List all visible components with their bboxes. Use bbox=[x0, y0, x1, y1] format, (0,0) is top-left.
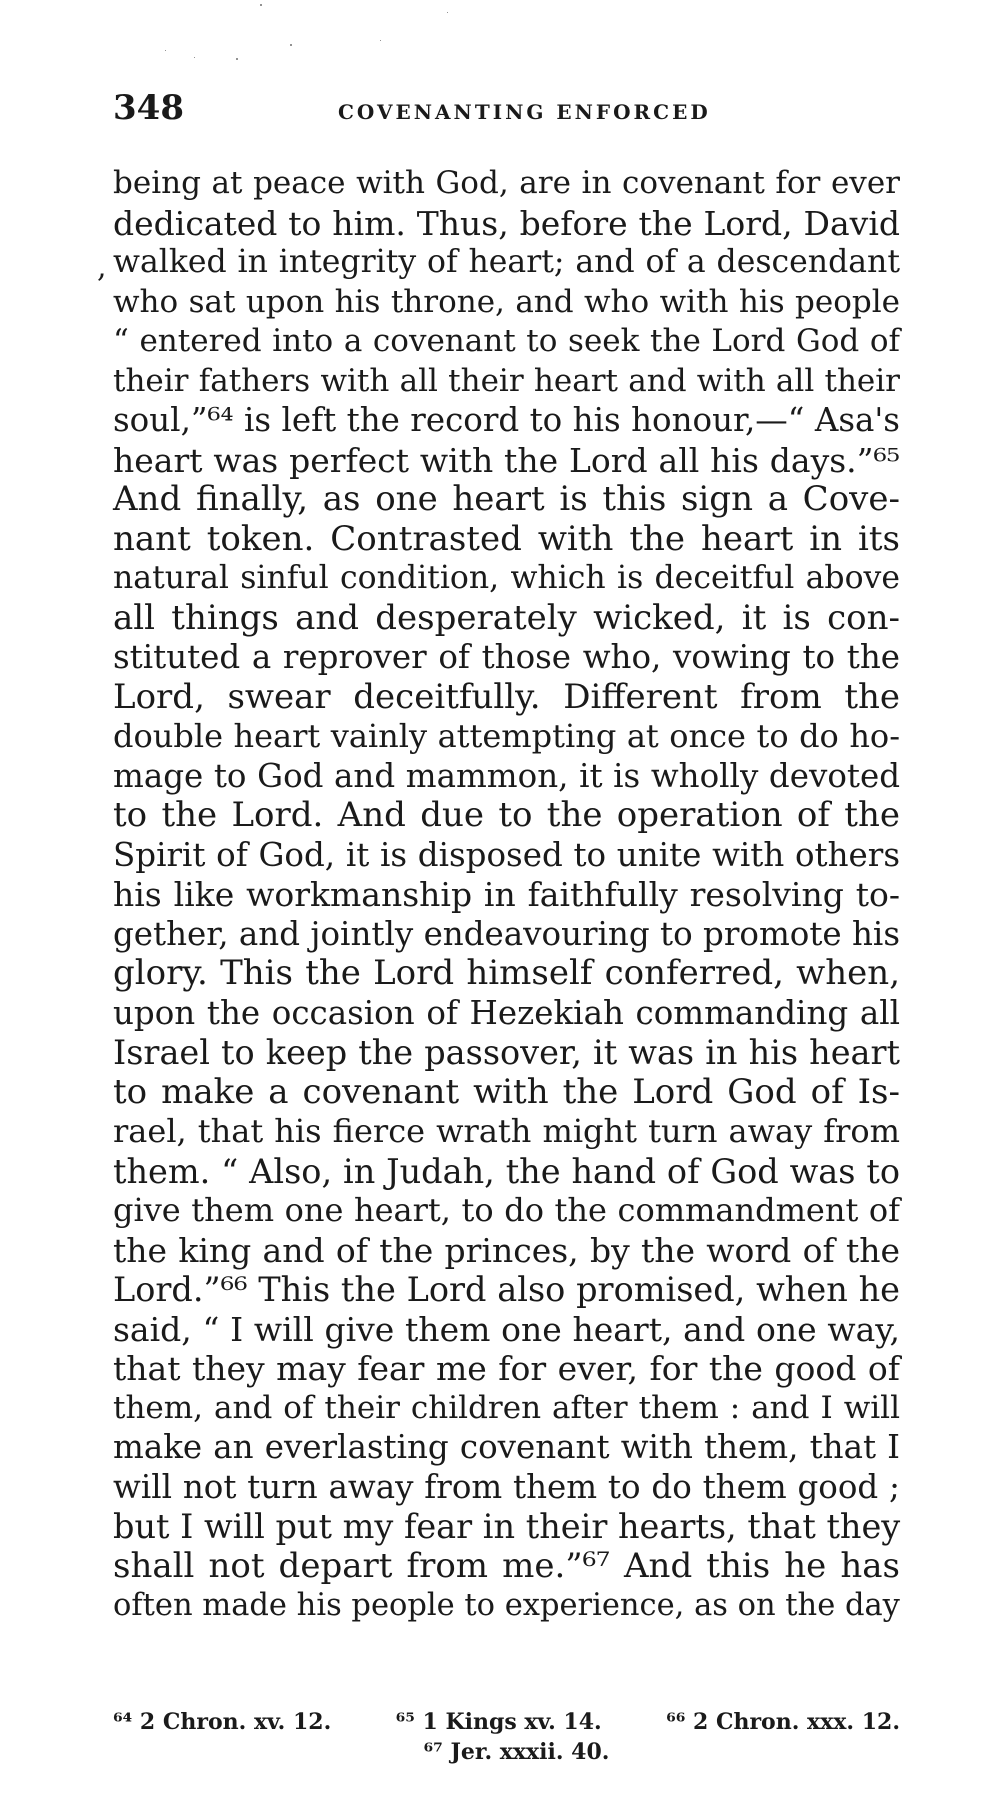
text-line: them, and of their children after them : and I will bbox=[113, 1389, 900, 1426]
text-line: often made his people to experience, as on the day bbox=[113, 1588, 900, 1623]
text-line: walked in integrity of heart; and of a descendant bbox=[113, 244, 900, 280]
text-line: And finally, as one heart is this sign a Cove- bbox=[113, 479, 900, 519]
text-line: nant token. Contrasted with the heart in its bbox=[113, 518, 900, 559]
text-line: gether, and jointly endeavouring to promote his bbox=[113, 914, 900, 953]
text-line: will not turn away from them to do them good ; bbox=[113, 1467, 900, 1506]
page-number: 348 bbox=[113, 88, 184, 128]
text-line: make an everlasting covenant with them, that I bbox=[113, 1428, 900, 1466]
speck bbox=[380, 40, 381, 41]
speck bbox=[194, 57, 195, 58]
text-line: dedicated to him. Thus, before the Lord, David bbox=[113, 203, 900, 243]
text-line: upon the occasion of Hezekiah commanding all bbox=[113, 993, 900, 1032]
text-line: the king and of the princes, by the word of the bbox=[113, 1230, 900, 1270]
text-line: Lord, swear deceitfully. Different from the bbox=[113, 676, 900, 717]
text-line: being at peace with God, are in covenant for ever bbox=[113, 165, 900, 201]
scan-mark: , bbox=[97, 250, 107, 285]
text-line: who sat upon his throne, and who with his people bbox=[113, 283, 900, 320]
text-line: stituted a reprover of those who, vowing to the bbox=[113, 638, 900, 676]
text-line: rael, that his fierce wrath might turn away from bbox=[113, 1112, 900, 1150]
text-line: shall not depart from me.”⁶⁷ And this he has bbox=[113, 1545, 900, 1586]
text-line: that they may fear me for ever, for the good of bbox=[113, 1349, 900, 1388]
text-line: Lord.”⁶⁶ This the Lord also promised, when he bbox=[113, 1270, 900, 1309]
scan-specks bbox=[150, 0, 470, 80]
footnote-row bbox=[133, 1737, 900, 1767]
footnote-65: ⁶⁵ 1 Kings xv. 14. bbox=[395, 1709, 602, 1735]
text-line: them. “ Also, in Judah, the hand of God was to bbox=[113, 1151, 900, 1191]
text-line: natural sinful condition, which is deceitful above bbox=[113, 560, 900, 596]
text-line: Israel to keep the passover, it was in his heart bbox=[113, 1033, 900, 1072]
text-line: Spirit of God, it is disposed to unite with others bbox=[113, 835, 900, 874]
text-line: all things and desperately wicked, it is con- bbox=[113, 597, 900, 638]
text-line: mage to God and mammon, it is wholly devoted bbox=[113, 756, 900, 795]
text-line: glory. This the Lord himself conferred, when, bbox=[113, 953, 900, 993]
speck bbox=[165, 50, 166, 51]
speck bbox=[260, 4, 262, 6]
footnote-67: ⁶⁷ Jer. xxxii. 40. bbox=[423, 1739, 610, 1765]
text-line: his like workmanship in faithfully resolving to- bbox=[113, 875, 900, 914]
text-line: double heart vainly attempting at once to do ho- bbox=[113, 717, 900, 755]
speck bbox=[447, 12, 448, 13]
footnote-64: ⁶⁴ 2 Chron. xv. 12. bbox=[113, 1709, 332, 1735]
text-line: heart was perfect with the Lord all his days.”⁶⁵ bbox=[113, 440, 900, 480]
footnotes bbox=[113, 1707, 900, 1767]
footnote-row bbox=[113, 1707, 900, 1737]
speck bbox=[290, 44, 292, 46]
page-header bbox=[113, 88, 893, 138]
body-text bbox=[113, 164, 900, 1626]
text-line: to make a covenant with the Lord God of Is- bbox=[113, 1071, 900, 1112]
text-line: their fathers with all their heart and with all their bbox=[113, 362, 900, 399]
footnote-66: ⁶⁶ 2 Chron. xxx. 12. bbox=[666, 1709, 900, 1735]
text-line: but I will put my fear in their hearts, that they bbox=[113, 1507, 901, 1546]
text-line: “ entered into a covenant to seek the Lord God of bbox=[113, 323, 900, 359]
text-line: to the Lord. And due to the operation of the bbox=[113, 795, 900, 835]
text-line: said, “ I will give them one heart, and one way, bbox=[113, 1309, 900, 1349]
speck bbox=[236, 58, 238, 60]
running-head: COVENANTING ENFORCED bbox=[338, 100, 711, 124]
text-line: give them one heart, to do the commandment of bbox=[113, 1191, 900, 1229]
text-line: soul,”⁶⁴ is left the record to his honour,—“ Asa's bbox=[113, 401, 900, 439]
